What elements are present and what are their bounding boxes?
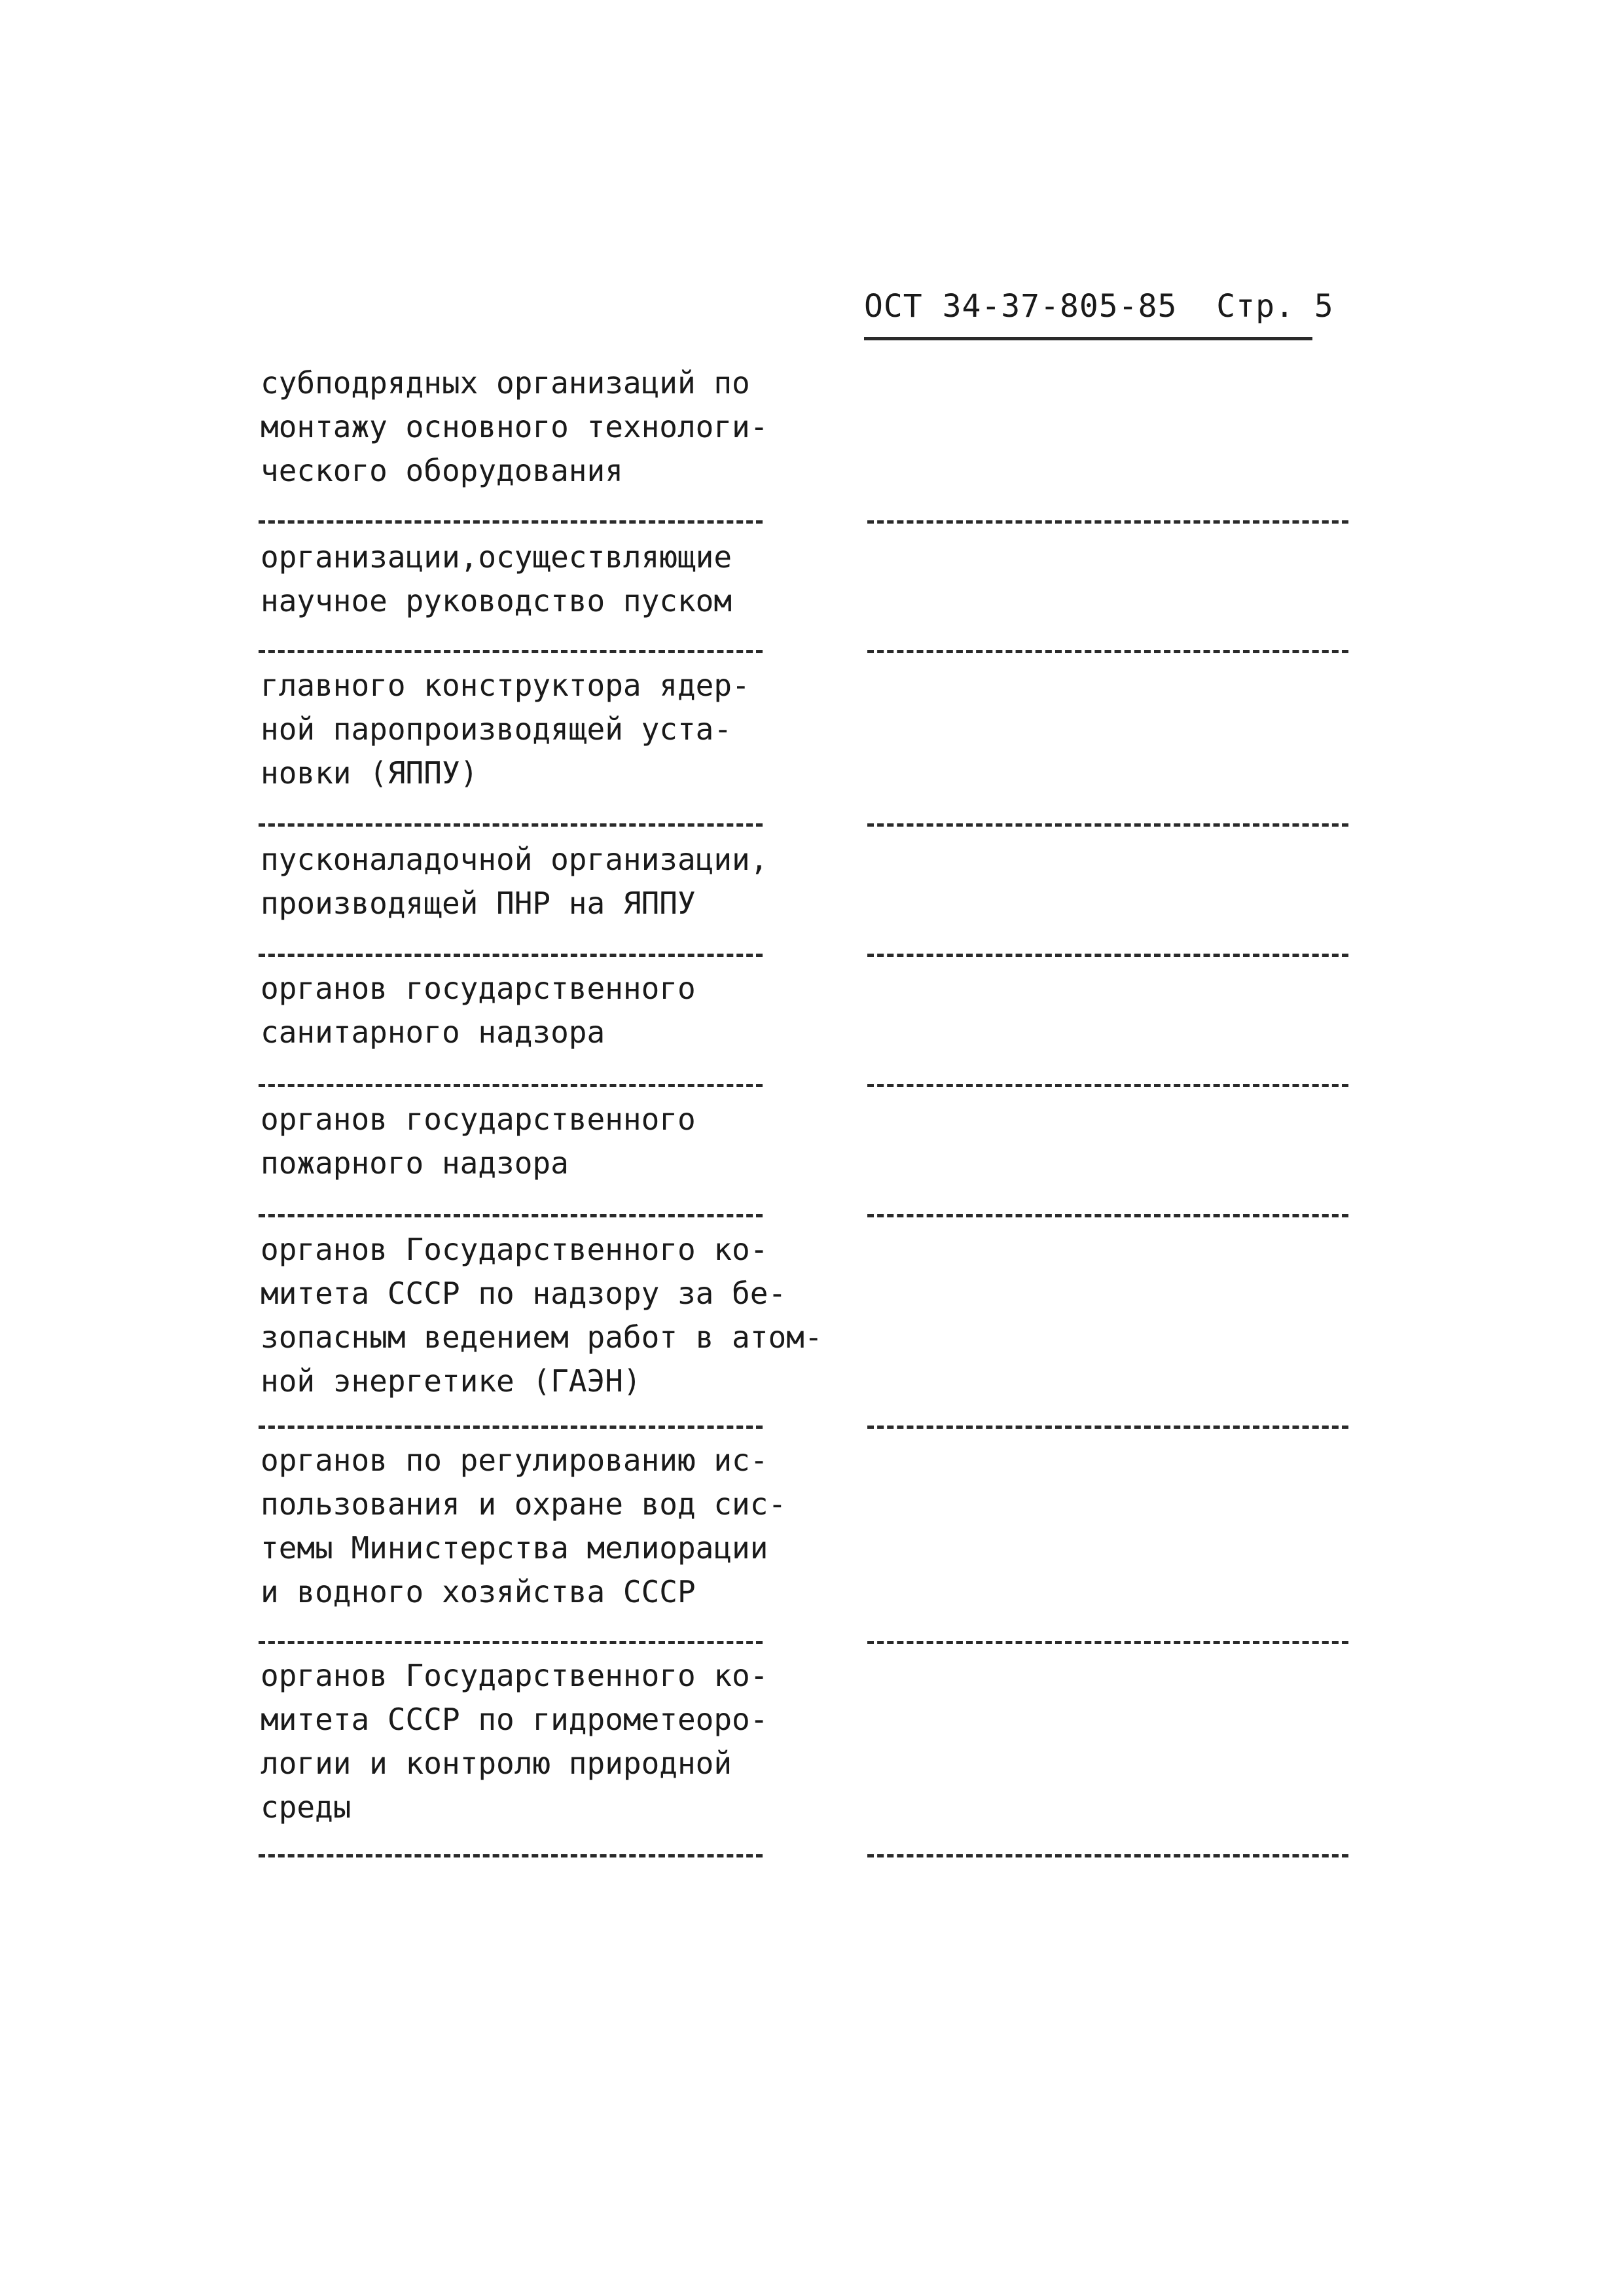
document-code: ОСТ 34-37-805-85 — [864, 288, 1178, 325]
entry-subcontractors: субподрядных организаций по монтажу основного технологи- ческого оборудования — [261, 365, 768, 488]
signature-line — [867, 1641, 1348, 1644]
entry-sanitary-supervision: органов государственного санитарного надзора — [261, 971, 696, 1050]
signature-line — [867, 1426, 1348, 1429]
entry-commissioning-org: пусконаладочной организации, производящей ПНР на ЯППУ — [261, 842, 768, 921]
entry-divider — [259, 954, 763, 957]
entry-chief-designer: главного конструктора ядер- ной паропроизводящей уста- новки (ЯППУ) — [261, 668, 750, 791]
signature-line — [867, 954, 1348, 957]
signature-line — [867, 1854, 1348, 1857]
entry-divider — [259, 823, 763, 827]
entry-divider — [259, 1641, 763, 1644]
entry-divider — [259, 1084, 763, 1087]
entry-divider — [259, 1854, 763, 1857]
entry-divider — [259, 520, 763, 524]
signature-line — [867, 823, 1348, 827]
entry-water-regulation: органов по регулированию ис- пользования и охране вод сис- темы Министерства мелиорации и водного хозяйства СССР — [261, 1443, 787, 1609]
entry-divider — [259, 1426, 763, 1429]
page-number: Стр. 5 — [1216, 288, 1334, 325]
signature-line — [867, 650, 1348, 653]
entry-gaen: органов Государственного ко- митета СССР по надзору за бе- зопасным ведением работ в атом- ной энергетике (ГАЭН) — [261, 1232, 823, 1399]
entry-fire-supervision: органов государственного пожарного надзора — [261, 1102, 696, 1181]
signature-line — [867, 520, 1348, 524]
document-header — [864, 288, 1334, 325]
header-underline — [864, 337, 1312, 340]
entry-divider — [259, 650, 763, 653]
entry-hydrometeorology: органов Государственного ко- митета СССР по гидрометеоро- логии и контролю природной среды — [261, 1658, 768, 1825]
signature-line — [867, 1214, 1348, 1217]
entry-scientific-management: организации,осуществляющие научное руководство пуском — [261, 539, 732, 619]
signature-line — [867, 1084, 1348, 1087]
entry-divider — [259, 1214, 763, 1217]
